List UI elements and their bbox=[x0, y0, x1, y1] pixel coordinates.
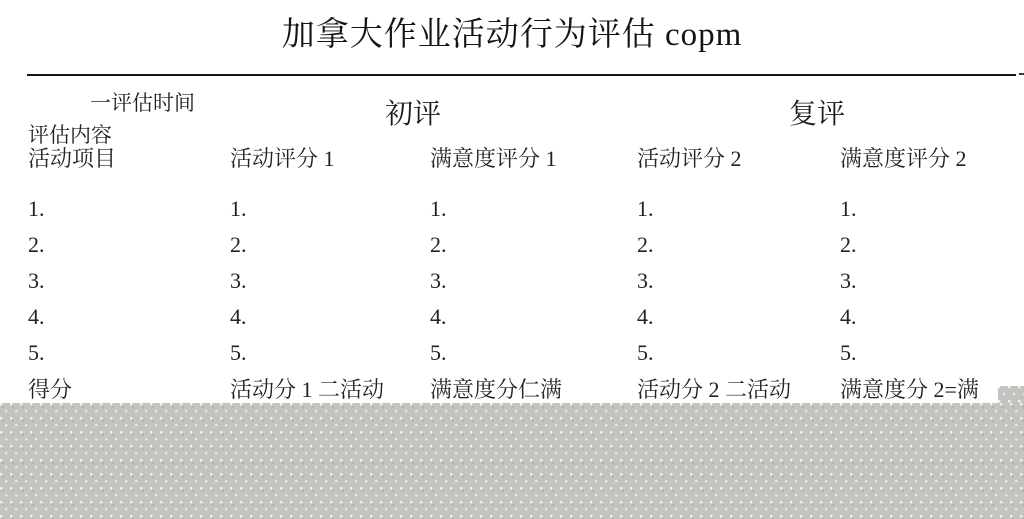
table-cell: 2. bbox=[637, 232, 654, 257]
assessment-table bbox=[28, 146, 1024, 403]
table-cell: 3. bbox=[28, 268, 45, 293]
page-title: 加拿大作业活动行为评估 copm bbox=[281, 17, 743, 53]
table-cell: 2. bbox=[28, 232, 45, 257]
table-cell: 5. bbox=[430, 340, 447, 365]
header-eval-time-label: 一评估时间 bbox=[90, 91, 195, 115]
column-header-activity-item: 活动项目 bbox=[28, 146, 117, 171]
score-formula-satisfaction-2: 满意度分 2=满 bbox=[840, 377, 979, 402]
score-formula-satisfaction-1: 满意度分仁满 bbox=[430, 377, 563, 402]
table-cell: 1. bbox=[430, 196, 447, 221]
score-row-label: 得分 bbox=[28, 377, 73, 402]
gray-overlay-area bbox=[0, 403, 1024, 519]
group-header-re-eval: 复评 bbox=[789, 99, 846, 130]
table-cell: 4. bbox=[637, 304, 654, 329]
table-cell: 1. bbox=[28, 196, 45, 221]
table-cell: 5. bbox=[840, 340, 857, 365]
table-cell: 3. bbox=[430, 268, 447, 293]
score-formula-activity-1: 活动分 1 二活动 bbox=[230, 377, 385, 402]
table-cell: 4. bbox=[28, 304, 45, 329]
table-cell: 3. bbox=[637, 268, 654, 293]
title-divider-line bbox=[27, 74, 1016, 76]
group-header-initial-eval: 初评 bbox=[385, 99, 442, 130]
column-header-satisfaction-score-2: 满意度评分 2 bbox=[840, 146, 967, 171]
title-divider-right-tick bbox=[1019, 73, 1024, 75]
score-formula-activity-2: 活动分 2 二活动 bbox=[637, 377, 792, 402]
table-cell: 1. bbox=[840, 196, 857, 221]
table-cell: 5. bbox=[28, 340, 45, 365]
table-cell: 3. bbox=[840, 268, 857, 293]
table-cell: 3. bbox=[230, 268, 247, 293]
table-cell: 1. bbox=[230, 196, 247, 221]
table-cell: 4. bbox=[430, 304, 447, 329]
gray-overlay-notch bbox=[998, 386, 1024, 404]
table-cell: 4. bbox=[230, 304, 247, 329]
column-header-satisfaction-score-1: 满意度评分 1 bbox=[430, 146, 557, 171]
column-header-activity-score-1: 活动评分 1 bbox=[230, 146, 335, 171]
column-header-activity-score-2: 活动评分 2 bbox=[637, 146, 742, 171]
table-cell: 2. bbox=[230, 232, 247, 257]
table-cell: 5. bbox=[230, 340, 247, 365]
header-eval-content-label: 评估内容 bbox=[28, 123, 112, 147]
table-cell: 1. bbox=[637, 196, 654, 221]
table-cell: 2. bbox=[840, 232, 857, 257]
table-cell: 5. bbox=[637, 340, 654, 365]
table-cell: 2. bbox=[430, 232, 447, 257]
table-cell: 4. bbox=[840, 304, 857, 329]
